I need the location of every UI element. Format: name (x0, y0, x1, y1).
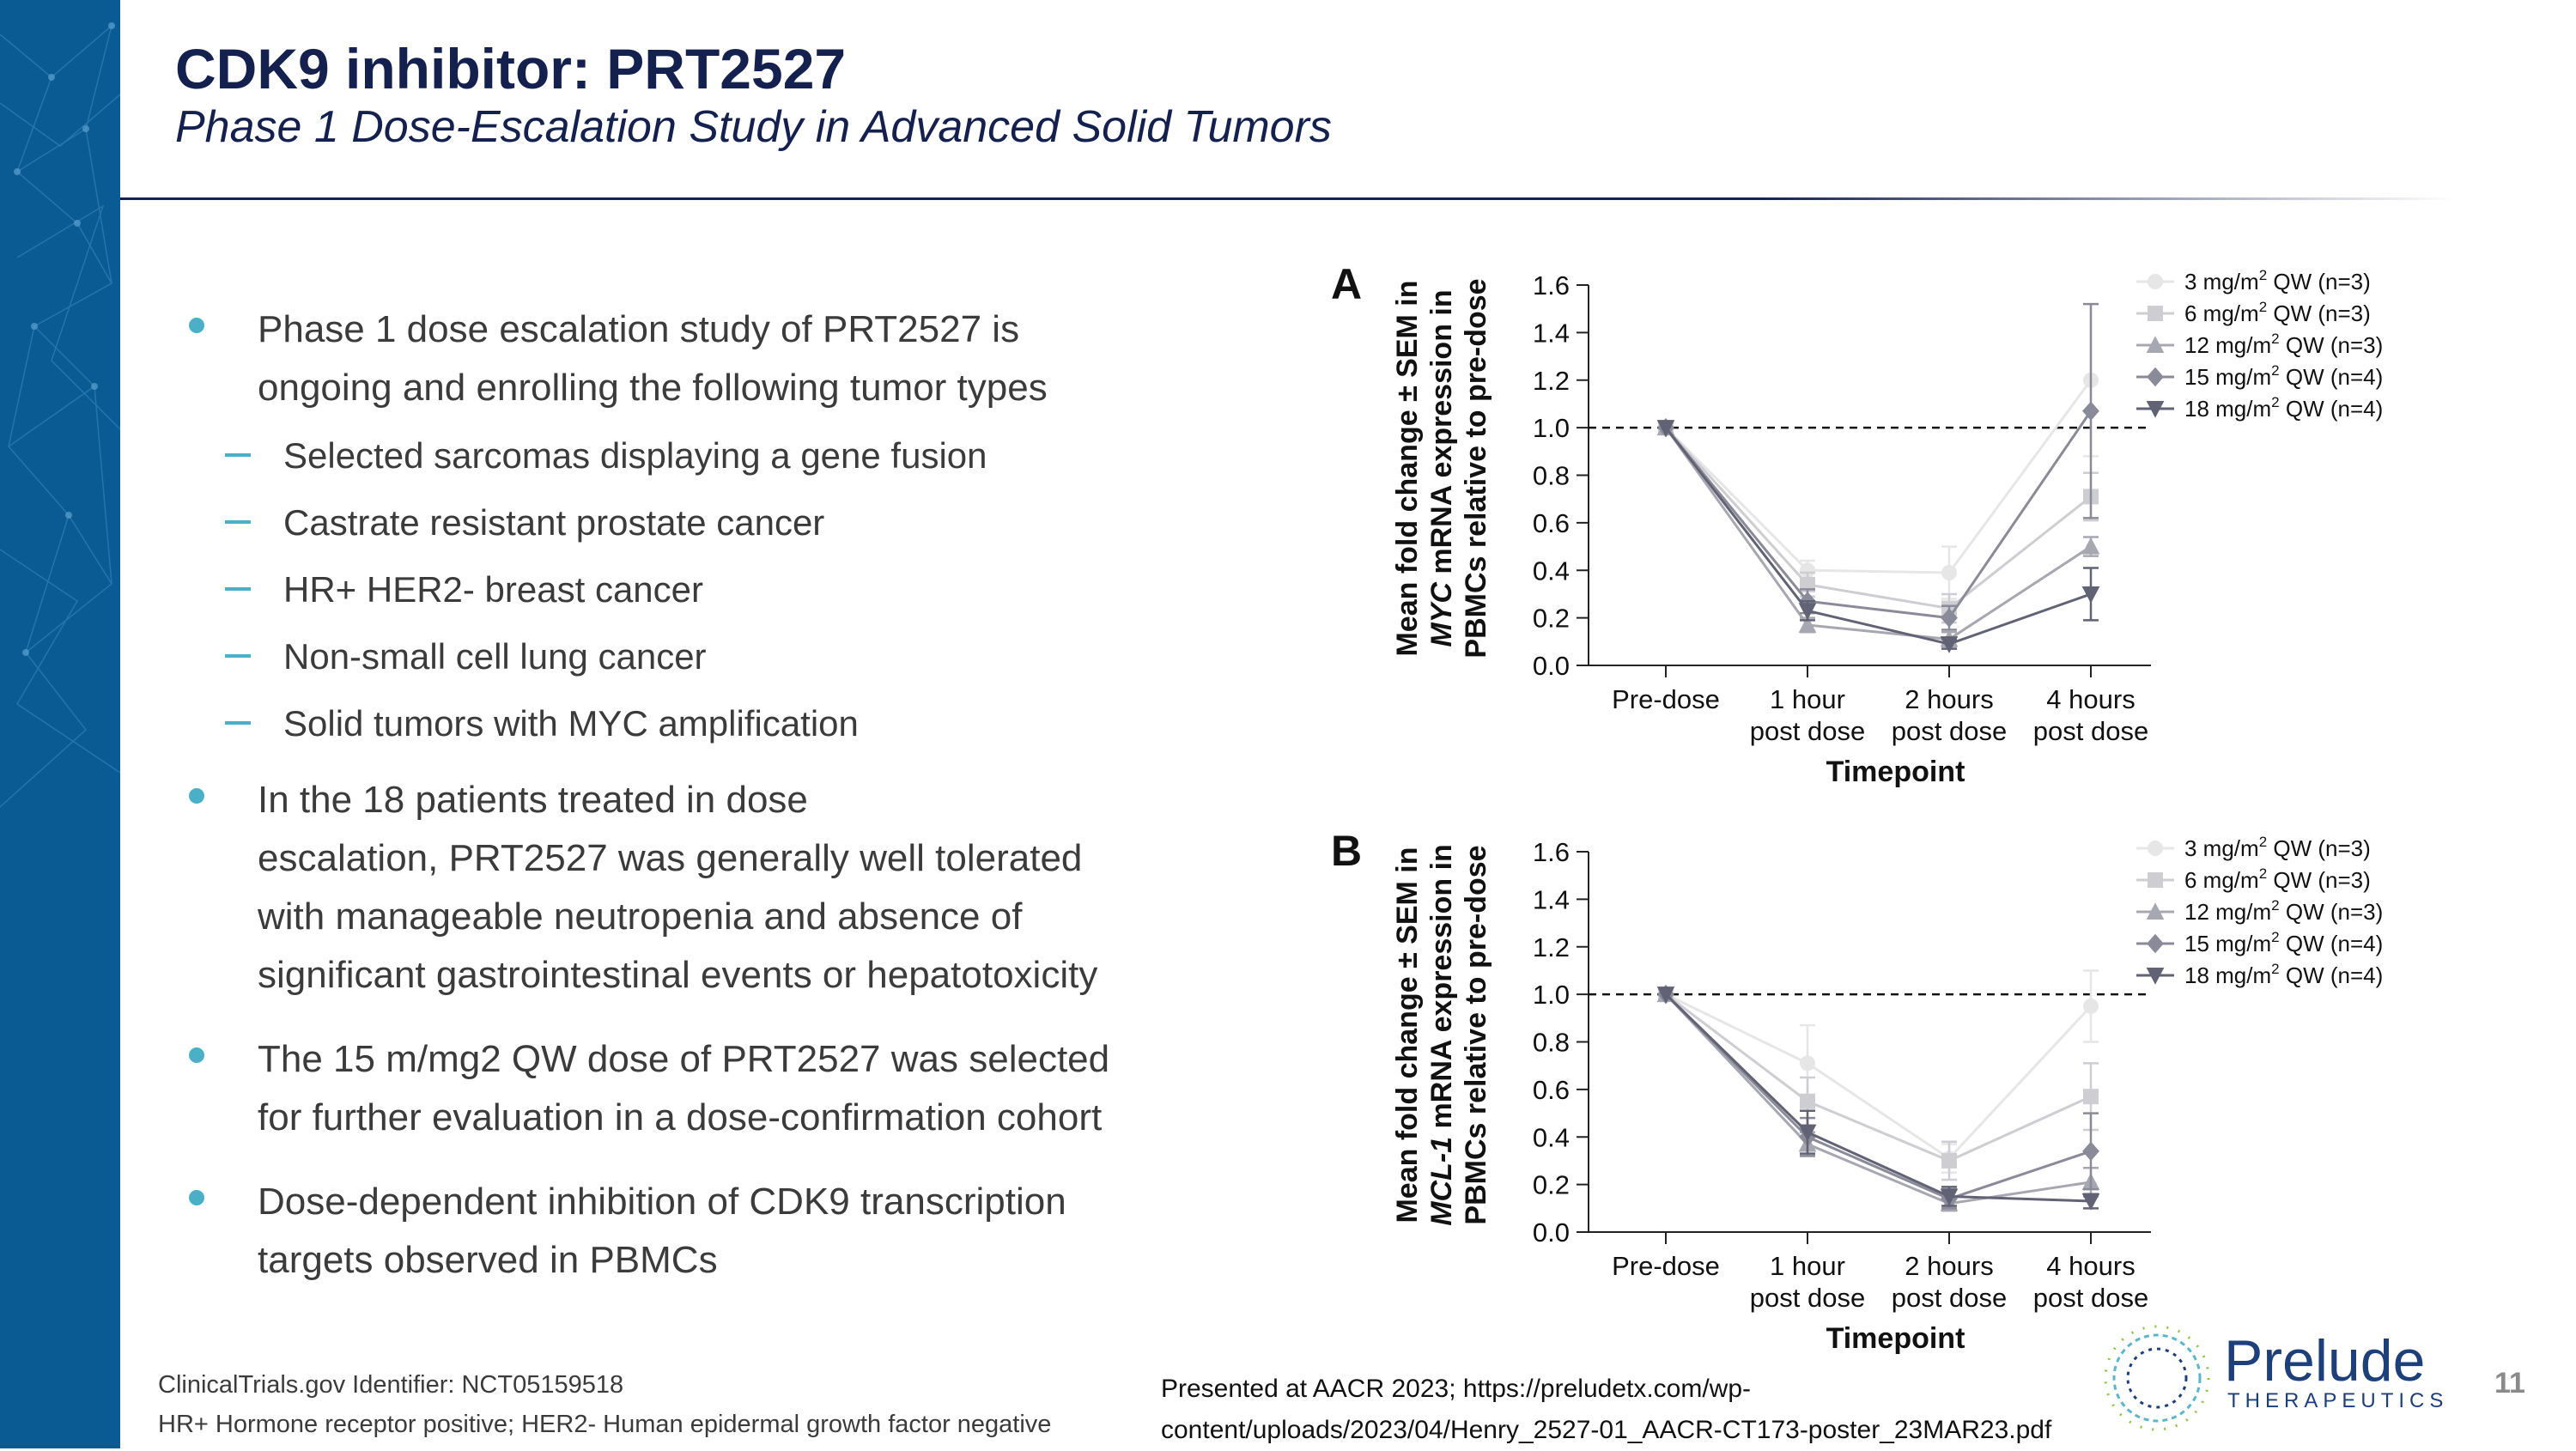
x-tick-label-line: post dose (1891, 1283, 2008, 1313)
x-tick-label (1612, 684, 1720, 714)
panel-letter: B (1331, 827, 1363, 875)
sub-bullet-line: Non-small cell lung cancer (283, 636, 707, 677)
legend-superscript: 2 (2271, 897, 2280, 914)
legend-label (2184, 394, 2383, 422)
y-axis-label-line: Mean fold change ± SEM in (1391, 280, 1424, 657)
data-point (1941, 565, 1957, 580)
y-axis-label (1391, 278, 1492, 658)
series-line (1666, 380, 2091, 573)
legend-label-rest: QW (n=3) (2279, 899, 2384, 925)
legend-superscript: 2 (2258, 267, 2268, 283)
legend-label-rest: QW (n=3) (2279, 332, 2384, 358)
x-tick-label (1612, 1251, 1720, 1281)
y-tick-label: 0.2 (1532, 603, 1570, 634)
legend-marker (2147, 367, 2164, 387)
slide-subtitle: Phase 1 Dose-Escalation Study in Advanced Solid Tumors (175, 102, 1332, 152)
legend-label-main: 18 mg/m (2184, 962, 2272, 988)
bullet-line: with manageable neutropenia and absence of (258, 895, 1023, 938)
x-tick-label-line: 1 hour (1770, 1251, 1845, 1281)
legend-label (2184, 267, 2371, 294)
data-point (1941, 1153, 1957, 1169)
bullet-dot-icon (189, 1047, 204, 1063)
series-group (1658, 834, 2371, 1173)
dash-icon (225, 520, 251, 524)
page-number: 11 (2494, 1367, 2525, 1399)
y-tick-label: 1.0 (1532, 413, 1570, 444)
y-tick-label: 1.4 (1532, 884, 1570, 915)
x-tick-label (1750, 1251, 1865, 1313)
bullet-list (180, 301, 1262, 1290)
y-axis-label-gene: MCL-1 (1425, 1136, 1458, 1226)
legend-marker (2148, 306, 2163, 321)
x-tick-label-line: post dose (2032, 716, 2149, 746)
y-tick-label: 0.0 (1532, 651, 1570, 681)
y-tick-label: 0.6 (1532, 1074, 1570, 1105)
series-line (1666, 994, 2091, 1161)
bullet-dose-selection (180, 1030, 1262, 1147)
y-tick-label: 0.8 (1532, 460, 1570, 491)
data-point (2082, 586, 2100, 604)
y-axis-label-line (1425, 289, 1458, 647)
x-tick-label-line: 4 hours (2046, 1251, 2136, 1281)
data-point (1800, 1055, 1815, 1071)
y-tick-label: 0.6 (1532, 507, 1570, 538)
bullet-line: Phase 1 dose escalation study of PRT2527 is (258, 308, 1020, 350)
series-group (1657, 304, 2383, 629)
sub-bullet-lung (180, 628, 1262, 685)
bullet-study (180, 301, 1262, 417)
y-tick-label: 0.4 (1532, 1122, 1570, 1153)
bullet-line: The 15 m/mg2 QW dose of PRT2527 was selected (258, 1038, 1110, 1080)
reference-line: content/uploads/2023/04/Henry_2527-01_AACR-CT173-poster_23MAR23.pdf (1161, 1416, 2052, 1444)
x-tick-label-line: post dose (2032, 1283, 2149, 1313)
y-tick-label: 0.0 (1532, 1217, 1570, 1248)
footnote-line: ClinicalTrials.gov Identifier: NCT05159518 (158, 1371, 624, 1399)
legend-label (2184, 865, 2371, 893)
bullet-dot-icon (189, 1190, 204, 1205)
x-tick-label (2033, 684, 2148, 746)
x-tick-label-line: 1 hour (1770, 684, 1845, 714)
sub-bullet-prostate (180, 495, 1262, 551)
y-tick-label: 0.2 (1532, 1169, 1570, 1200)
slide-title: CDK9 inhibitor: PRT2527 (175, 37, 847, 100)
x-tick-label (1750, 684, 1865, 746)
x-tick-label-line: Pre-dose (1612, 1251, 1720, 1281)
legend-marker (2148, 274, 2163, 289)
bullet-line: for further evaluation in a dose-confirmation cohort (258, 1096, 1103, 1138)
bullet-tolerability (180, 771, 1262, 1005)
bullet-line: ongoing and enrolling the following tumor types (258, 367, 1048, 409)
y-tick-label: 1.4 (1532, 318, 1570, 349)
legend-label (2184, 362, 2383, 390)
footnote-line: HR+ Hormone receptor positive; HER2- Human epidermal growth factor negative (158, 1411, 1052, 1438)
sub-bullet-line: Solid tumors with MYC amplification (283, 703, 859, 744)
legend-label-main: 12 mg/m (2184, 899, 2272, 925)
dash-icon (225, 654, 251, 658)
y-axis-label-line: PBMCs relative to pre-dose (1460, 278, 1492, 659)
y-tick-label: 1.2 (1532, 365, 1570, 396)
legend-label (2184, 331, 2383, 358)
legend-superscript: 2 (2271, 929, 2280, 945)
data-point (2082, 537, 2100, 555)
legend-label-rest: QW (n=4) (2279, 364, 2384, 390)
y-tick-label: 1.6 (1532, 837, 1570, 867)
bullet-dot-icon (189, 788, 204, 804)
bullet-line: significant gastrointestinal events or hepatotoxicity (258, 954, 1098, 996)
legend-label (2184, 897, 2383, 925)
chart-panel-b (1305, 816, 2490, 1382)
data-point (1800, 1094, 1815, 1109)
series-line (1666, 428, 2091, 639)
x-tick-label (1892, 1251, 2007, 1313)
y-axis-label-text: mRNA expression in (1425, 844, 1458, 1137)
series-group (1657, 394, 2384, 653)
y-axis-label-line: Mean fold change ± SEM in (1391, 847, 1424, 1223)
legend-label-main: 6 mg/m (2184, 301, 2259, 326)
dash-icon (225, 453, 251, 457)
bullet-inhibition (180, 1173, 1262, 1290)
x-axis-label: Timepoint (1826, 1322, 1965, 1355)
bullet-dot-icon (189, 318, 204, 333)
y-tick-label: 1.6 (1532, 270, 1570, 301)
x-tick-label (1892, 684, 2007, 746)
legend-label-rest: QW (n=4) (2279, 931, 2384, 956)
x-tick-label-line: post dose (1749, 716, 1866, 746)
data-point (2083, 999, 2099, 1014)
x-tick-label-line: Pre-dose (1612, 684, 1720, 714)
data-point (2082, 1142, 2099, 1162)
bullet-line: targets observed in PBMCs (258, 1239, 718, 1281)
bullet-line: escalation, PRT2527 was generally well tolerated (258, 837, 1083, 879)
y-axis-label (1391, 844, 1492, 1226)
legend-label-rest: QW (n=4) (2279, 396, 2384, 422)
legend-marker (2147, 934, 2164, 954)
legend-label (2184, 834, 2371, 861)
reference-line: Presented at AACR 2023; https://preludetx.com/wp- (1161, 1375, 1752, 1403)
legend-superscript: 2 (2258, 865, 2268, 882)
sub-bullet-myc (180, 695, 1262, 752)
legend-label (2184, 299, 2371, 326)
sub-bullet-line: Castrate resistant prostate cancer (283, 502, 825, 543)
series-line (1666, 428, 2091, 644)
y-tick-label: 0.8 (1532, 1027, 1570, 1058)
legend-superscript: 2 (2258, 834, 2268, 850)
legend-label (2184, 961, 2383, 988)
legend-label-main: 15 mg/m (2184, 931, 2272, 956)
network-pattern-graphic (0, 0, 120, 1448)
y-tick-label: 0.4 (1532, 556, 1570, 586)
footnote (158, 1365, 1051, 1444)
y-axis-label-gene: MYC (1425, 582, 1458, 647)
presented-reference (1161, 1369, 2114, 1451)
logo-subtitle: THERAPEUTICS (2227, 1389, 2449, 1412)
legend-label-main: 12 mg/m (2184, 332, 2272, 358)
decorative-sidebar (0, 0, 120, 1448)
legend-superscript: 2 (2271, 331, 2280, 347)
logo-wordmark: Prelude (2224, 1328, 2426, 1393)
sub-bullet-breast (180, 562, 1262, 618)
dash-icon (225, 721, 251, 725)
legend-superscript: 2 (2258, 299, 2268, 315)
bullet-line: Dose-dependent inhibition of CDK9 transcription (258, 1181, 1066, 1223)
y-tick-label: 1.2 (1532, 932, 1570, 962)
legend-label-rest: QW (n=3) (2267, 269, 2371, 294)
data-point (2083, 1089, 2099, 1104)
chart-panel-a (1305, 249, 2490, 816)
bullet-line: In the 18 patients treated in dose (258, 779, 808, 821)
legend-label-rest: QW (n=3) (2267, 301, 2371, 326)
dash-icon (225, 587, 251, 591)
y-axis-label-line: PBMCs relative to pre-dose (1460, 845, 1492, 1225)
x-tick-label-line: 2 hours (1905, 1251, 1994, 1281)
legend-marker (2148, 841, 2163, 856)
x-axis-label: Timepoint (1826, 756, 1965, 788)
legend-label-rest: QW (n=3) (2267, 835, 2371, 861)
y-axis-label-line (1425, 844, 1458, 1226)
sub-bullet-line: HR+ HER2- breast cancer (283, 569, 704, 610)
legend-label-main: 15 mg/m (2184, 364, 2272, 390)
x-tick-label-line: post dose (1891, 716, 2008, 746)
legend-label (2184, 929, 2383, 956)
legend-superscript: 2 (2271, 961, 2280, 977)
legend-label-main: 18 mg/m (2184, 396, 2272, 422)
sub-bullet-line: Selected sarcomas displaying a gene fusion (283, 435, 987, 476)
legend-label-rest: QW (n=3) (2267, 867, 2371, 893)
x-tick-label-line: 4 hours (2046, 684, 2136, 714)
x-tick-label-line: post dose (1749, 1283, 1866, 1313)
legend-label-rest: QW (n=4) (2279, 962, 2384, 988)
legend-marker (2148, 872, 2163, 888)
series-line (1666, 994, 2091, 1158)
legend-superscript: 2 (2271, 394, 2280, 410)
legend-superscript: 2 (2271, 362, 2280, 379)
x-tick-label (2033, 1251, 2148, 1313)
series-group (1657, 961, 2384, 1211)
panel-letter: A (1331, 260, 1363, 308)
y-tick-label: 1.0 (1532, 980, 1570, 1011)
sub-bullet-sarcomas (180, 428, 1262, 484)
legend-label-main: 6 mg/m (2184, 867, 2259, 893)
legend-label-main: 3 mg/m (2184, 269, 2259, 294)
legend-label-main: 3 mg/m (2184, 835, 2259, 861)
title-divider (120, 197, 2456, 200)
x-tick-label-line: 2 hours (1905, 684, 1994, 714)
y-axis-label-text: mRNA expression in (1425, 289, 1458, 583)
